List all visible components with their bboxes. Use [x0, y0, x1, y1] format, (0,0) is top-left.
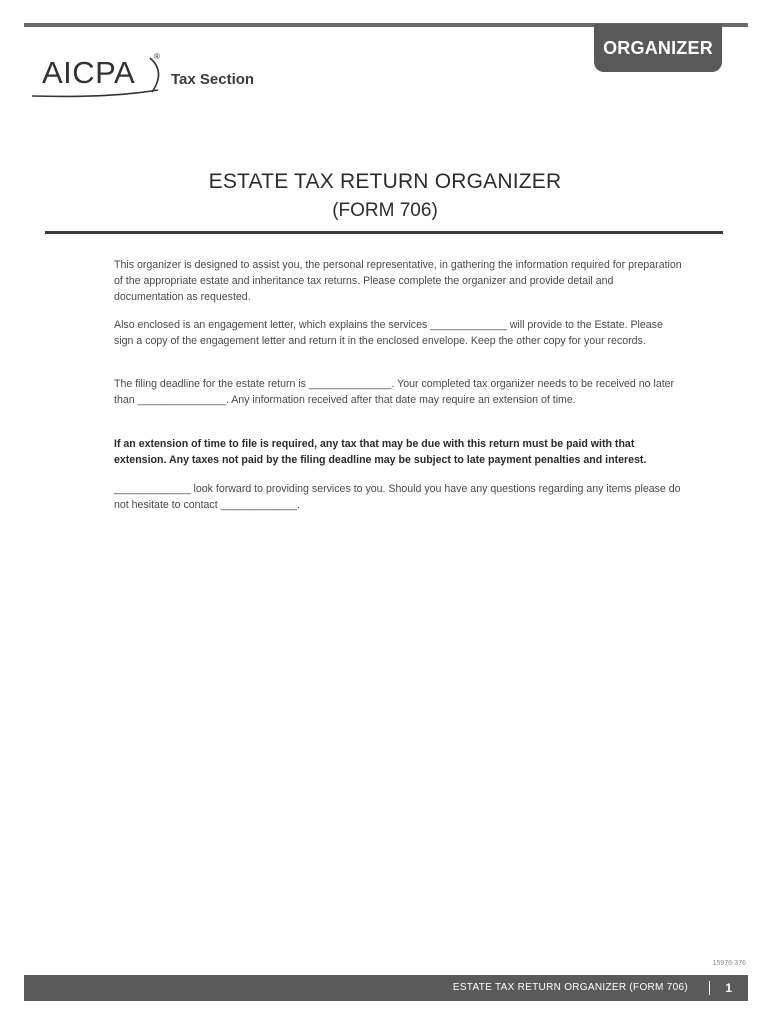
closing-paragraph: _____________ look forward to providing services to you. Should you have any questions regarding any items please do not hesitate to contact _____________. — [114, 483, 681, 511]
organizer-badge: ORGANIZER — [594, 24, 722, 72]
logo-section-label: Tax Section — [171, 71, 255, 88]
footer-title: ESTATE TAX RETURN ORGANIZER (FORM 706) — [452, 982, 688, 993]
aicpa-logo — [30, 52, 270, 102]
extension-paragraph: If an extension of time to file is required, any tax that may be due with this return must be paid with that extension. Any taxes not paid by the filing deadline may be subject to late payment penalties and interest. — [114, 438, 647, 466]
footer-separator — [709, 981, 710, 995]
footer-bar — [24, 975, 748, 1001]
document-title: ESTATE TAX RETURN ORGANIZER — [208, 170, 562, 193]
logo-wordmark: AICPA — [42, 55, 136, 90]
title-divider — [45, 231, 723, 234]
intro-paragraph: This organizer is designed to assist you, the personal representative, in gathering the information required for preparation of the appropriate estate and inheritance tax returns. Please complete the organizer and provide detail and documentation as requested. — [114, 259, 682, 303]
deadline-paragraph: The filing deadline for the estate return is ______________. Your completed tax organizer needs to be received no later than _______________. Any information received after that date may require an extension of time. — [114, 378, 675, 406]
document-subtitle: (FORM 706) — [332, 200, 438, 221]
registered-mark: ® — [154, 52, 160, 61]
page-number: 1 — [725, 981, 732, 995]
document-number: 15976-376 — [712, 960, 746, 967]
engagement-paragraph: Also enclosed is an engagement letter, which explains the services _____________ will provide to the Estate. Please sign a copy of the engagement letter and return it in the enclosed envelope. Keep the other copy for your records. — [114, 319, 663, 347]
